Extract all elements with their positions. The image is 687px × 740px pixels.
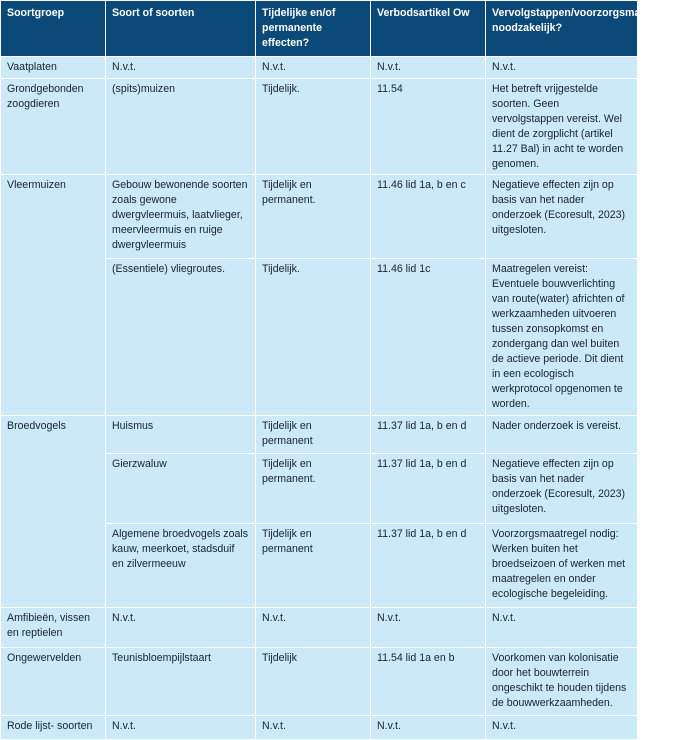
cell-steps: Nader onderzoek is vereist. (486, 416, 638, 454)
cell-steps: Voorkomen van kolonisatie door het bouwterrein ongeschikt te houden tijdens de bouwwerkzaamheden. (486, 648, 638, 716)
cell-steps: N.v.t. (486, 57, 638, 79)
cell-group: Broedvogels (1, 416, 106, 608)
cell-group: Amfibieën, vissen en reptielen (1, 608, 106, 648)
cell-species: N.v.t. (106, 716, 256, 740)
cell-group: Rode lijst- soorten (1, 716, 106, 740)
table-header-row (1, 1, 638, 57)
header-soort: Soort of soorten (106, 1, 256, 57)
cell-effect: Tijdelijk. (256, 79, 371, 175)
cell-effect: Tijdelijk en permanent (256, 416, 371, 454)
cell-steps: Voorzorgsmaatregel nodig: Werken buiten het broedseizoen of werken met maatregelen en onder ecologische begeleiding. (486, 524, 638, 608)
cell-article: N.v.t. (371, 57, 486, 79)
cell-steps: Maatregelen vereist: Eventuele bouwverlichting van route(water) africhten of werkzaamheden uitvoeren tussen zonsopkomst en zondergang dan wel buiten de actieve periode. Dit dient in een ecologisch werkprotocol opgenomen te worden. (486, 259, 638, 416)
cell-article: 11.37 lid 1a, b en d (371, 524, 486, 608)
cell-effect: Tijdelijk en permanent. (256, 454, 371, 524)
cell-group: Vaatplaten (1, 57, 106, 79)
cell-article: N.v.t. (371, 608, 486, 648)
cell-article: 11.37 lid 1a, b en d (371, 454, 486, 524)
cell-article: N.v.t. (371, 716, 486, 740)
cell-species: Algemene broedvogels zoals kauw, meerkoet, stadsduif en zilvermeeuw (106, 524, 256, 608)
cell-effect: Tijdelijk en permanent. (256, 175, 371, 259)
table-row (1, 648, 638, 716)
cell-effect: Tijdelijk. (256, 259, 371, 416)
cell-article: 11.54 lid 1a en b (371, 648, 486, 716)
table-row (1, 57, 638, 79)
cell-steps: N.v.t. (486, 716, 638, 740)
cell-steps: Negatieve effecten zijn op basis van het nader onderzoek (Ecoresult, 2023) uitgesloten. (486, 454, 638, 524)
cell-species: N.v.t. (106, 608, 256, 648)
cell-group: Ongewervelden (1, 648, 106, 716)
cell-effect: N.v.t. (256, 716, 371, 740)
header-soortgroep: Soortgroep (1, 1, 106, 57)
cell-species: Teunisbloempijlstaart (106, 648, 256, 716)
cell-article: 11.46 lid 1c (371, 259, 486, 416)
cell-species: N.v.t. (106, 57, 256, 79)
cell-article: 11.54 (371, 79, 486, 175)
cell-steps: Het betreft vrijgestelde soorten. Geen vervolgstappen vereist. Wel dient de zorgplicht (artikel 11.27 Bal) in acht te worden genomen. (486, 79, 638, 175)
header-effecten: Tijdelijke en/of permanente effecten? (256, 1, 371, 57)
header-verbodsartikel: Verbodsartikel Ow (371, 1, 486, 57)
cell-article: 11.46 lid 1a, b en c (371, 175, 486, 259)
cell-effect: N.v.t. (256, 608, 371, 648)
cell-species: Huismus (106, 416, 256, 454)
table-row (1, 416, 638, 454)
cell-effect: N.v.t. (256, 57, 371, 79)
table-row (1, 716, 638, 740)
table-row (1, 175, 638, 259)
table-row (1, 608, 638, 648)
cell-group: Grondgebonden zoogdieren (1, 79, 106, 175)
cell-steps: N.v.t. (486, 608, 638, 648)
cell-group: Vleermuizen (1, 175, 106, 416)
header-vervolgstappen: Vervolgstappen/voorzorgsmaatregelen noodzakelijk? (486, 1, 638, 57)
cell-steps: Negatieve effecten zijn op basis van het nader onderzoek (Ecoresult, 2023) uitgesloten. (486, 175, 638, 259)
table-row (1, 79, 638, 175)
cell-article: 11.37 lid 1a, b en d (371, 416, 486, 454)
cell-effect: Tijdelijk (256, 648, 371, 716)
cell-effect: Tijdelijk en permanent (256, 524, 371, 608)
cell-species: Gebouw bewonende soorten zoals gewone dwergvleermuis, laatvlieger, meervleermuis en ruige dwergvleermuis (106, 175, 256, 259)
cell-species: Gierzwaluw (106, 454, 256, 524)
cell-species: (Essentiele) vliegroutes. (106, 259, 256, 416)
cell-species: (spits)muizen (106, 79, 256, 175)
